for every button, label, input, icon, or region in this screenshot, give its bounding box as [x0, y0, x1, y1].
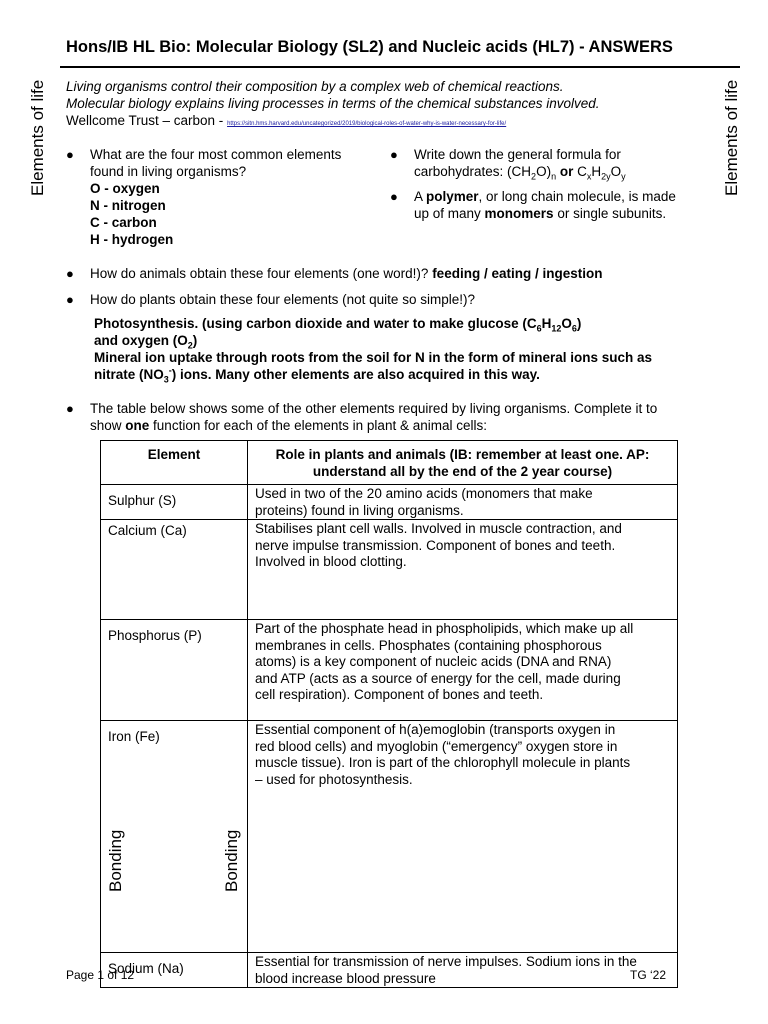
intro-line-2: Molecular biology explains living processes in terms of the chemical substances involved. [66, 96, 600, 111]
formula-mid: O) [536, 164, 552, 179]
question-plants [66, 291, 716, 309]
table-intro-a: The table below shows some of the other elements required by living organisms. Complete it to show [90, 401, 658, 433]
intro [66, 78, 706, 133]
element-role: Essential component of h(a)emoglobin (transports oxygen in red blood cells) and myoglobin (“emergency” oxygen store in muscle tissue). Iron is part of the chlorophyll molecule in plants – used for photosynthesis. [255, 722, 631, 787]
photo-h: H [541, 316, 552, 331]
formula-sub-n: n [551, 171, 557, 182]
bonding-label-right: Bonding [222, 829, 241, 892]
element-name: Calcium (Ca) [108, 523, 187, 538]
bullet-icon: ● [66, 266, 74, 281]
element-name: Sulphur (S) [108, 493, 177, 508]
footer-initials: TG ‘22 [630, 968, 667, 982]
formula-c: C [577, 164, 587, 179]
photo-sub: 12 [551, 323, 562, 334]
question-animals [66, 265, 716, 283]
bullet-icon: ● [390, 147, 398, 162]
plants-question: How do plants obtain these four elements (not quite so simple!)? [90, 292, 475, 307]
bullet-icon: ● [66, 292, 74, 307]
table-row [101, 620, 678, 721]
formula-prefix: Write down the general formula for carbohydrates: (CH [414, 147, 621, 179]
element-role: Part of the phosphate head in phospholipids, which make up all membranes in cells. Phosphates (containing phosphorous atoms) is a key component of nucleic acids (DNA and RNA) and ATP (acts as a source of energy for the cell, made during cell respiration). Component of bones and teeth. [255, 621, 634, 702]
page-title: Hons/IB HL Bio: Molecular Biology (SL2) and Nucleic acids (HL7) - ANSWERS [66, 38, 673, 56]
formula-sub: 2 [531, 171, 537, 182]
bullet-icon: ● [66, 401, 74, 416]
bonding-label-left: Bonding [106, 829, 125, 892]
table-row [101, 485, 678, 520]
answer-carbon: C - carbon [90, 215, 157, 230]
monomers-term: monomers [484, 206, 554, 221]
table-header-row [101, 441, 678, 485]
question-text: What are the four most common elements found in living organisms? [90, 147, 342, 179]
photo-sub: 6 [536, 323, 542, 334]
element-role: Used in two of the 20 amino acids (monomers that make proteins) found in living organisms. [255, 486, 593, 518]
animals-answer: feeding / eating / ingestion [432, 266, 603, 281]
table-intro-one: one [125, 418, 150, 433]
header-role: Role in plants and animals (IB: remember at least one. AP: understand all by the end of the 2 year course) [248, 441, 678, 485]
photo-text-a: Photosynthesis. (using carbon dioxide and water to make glucose (C [94, 316, 537, 331]
table-intro-b: function for each of the elements in plant & animal cells: [149, 418, 487, 433]
photosynthesis-line [88, 315, 688, 332]
element-role: Essential for transmission of nerve impulses. Sodium ions in the blood increase blood pressure [255, 954, 637, 986]
side-label-right: Elements of life [722, 79, 741, 196]
answer-hydrogen: H - hydrogen [90, 232, 174, 247]
formula-or: or [556, 164, 578, 179]
table-row [101, 520, 678, 620]
oxygen-text-b: ) [192, 333, 198, 348]
table-row [101, 721, 678, 953]
source-link[interactable]: https://sitn.hms.harvard.edu/uncategorized/2019/biological-roles-of-water-why-is-water-necessary-for-life/ [227, 121, 507, 127]
polymer-text-b: , or long chain molecule, is made up of many [414, 189, 676, 221]
question-carbohydrate-formula [390, 146, 690, 182]
element-name: Phosphorus (P) [108, 628, 202, 643]
mineral-uptake-line [88, 349, 688, 383]
plants-answer [88, 315, 688, 383]
formula-h: H [591, 164, 602, 179]
bullet-icon: ● [66, 147, 74, 162]
element-name: Iron (Fe) [108, 729, 160, 744]
animals-question: How do animals obtain these four elements (one word!)? [90, 266, 433, 281]
wellcome-text: Wellcome Trust – carbon - [66, 113, 228, 128]
elements-table [100, 440, 678, 988]
title-rule [60, 66, 740, 68]
question-common-elements [66, 146, 366, 246]
photo-o: O [561, 316, 572, 331]
formula-sub-2y: 2y [601, 171, 611, 182]
side-label-left: Elements of life [28, 79, 47, 196]
intro-line-1: Living organisms control their composition by a complex web of chemical reactions. [66, 79, 564, 94]
polymer-text-c: or single subunits. [553, 206, 667, 221]
mineral-sub: 3 [163, 374, 169, 385]
header-element: Element [101, 441, 248, 485]
element-role: Stabilises plant cell walls. Involved in muscle contraction, and nerve impulse transmission. Component of bones and teeth. Involved in blood clotting. [255, 521, 622, 569]
question-polymer [390, 188, 690, 240]
formula-sub-x: x [586, 171, 592, 182]
photo-text-b: ) [576, 316, 582, 331]
table-row [101, 953, 678, 988]
oxygen-line [88, 332, 688, 349]
question-table-intro [66, 400, 686, 436]
mineral-sup: - [168, 365, 172, 376]
oxygen-text-a: and oxygen (O [94, 333, 188, 348]
mineral-text-b: ) ions. Many other elements are also acquired in this way. [171, 367, 540, 382]
formula-sub-y: y [621, 171, 626, 182]
oxygen-sub: 2 [187, 340, 193, 351]
answer-oxygen: O - oxygen [90, 181, 160, 196]
element-name: Sodium (Na) [108, 961, 184, 976]
bullet-icon: ● [390, 189, 398, 204]
polymer-text-a: A [414, 189, 427, 204]
mineral-text-a: Mineral ion uptake through roots from the soil for N in the form of mineral ions such as nitrate (NO [94, 350, 653, 382]
polymer-term: polymer [426, 189, 479, 204]
page-number: Page 1 of 12 [66, 968, 135, 982]
photo-sub: 6 [571, 323, 577, 334]
answer-nitrogen: N - nitrogen [90, 198, 166, 213]
formula-o: O [610, 164, 622, 179]
